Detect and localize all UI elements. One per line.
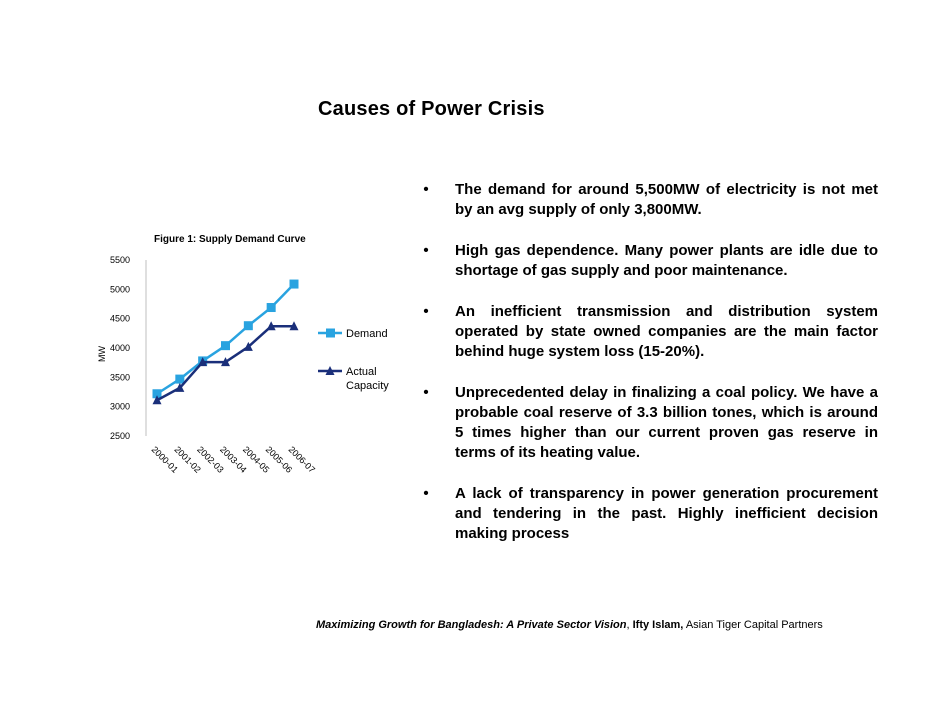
- bullet-item: [420, 180, 878, 220]
- legend-actual-label: [346, 366, 389, 392]
- legend-demand-label: Demand: [346, 328, 388, 340]
- footer-citation: [316, 619, 823, 631]
- y-tick-label: 5000: [110, 284, 131, 295]
- footer-company: Asian Tiger Capital Partners: [685, 619, 823, 631]
- demand-point: [290, 280, 299, 289]
- bullet-list: [420, 180, 878, 565]
- bullet-item: [420, 241, 878, 281]
- y-tick-label: 5500: [110, 255, 131, 265]
- legend-demand-marker: [326, 329, 335, 338]
- y-axis-label: MW: [97, 346, 107, 362]
- demand-point: [267, 303, 276, 312]
- footer-title: Maximizing Growth for Bangladesh: A Private Sector Vision: [316, 619, 627, 631]
- demand-point: [221, 341, 230, 350]
- bullet-marker: •: [423, 303, 429, 320]
- x-tick-label: 2000-01: [149, 444, 181, 475]
- bullet-item: [420, 484, 878, 544]
- footer-author: Ifty Islam,: [632, 619, 684, 631]
- y-tick-label: 3000: [110, 401, 131, 412]
- y-tick-label: 2500: [110, 431, 131, 441]
- x-tick-label: 2002-03: [195, 444, 226, 475]
- x-tick-label: 2004-05: [240, 444, 272, 475]
- bullet-item: [420, 383, 878, 463]
- y-tick-label: 4500: [110, 313, 131, 324]
- bullet-text: The demand for around 5,500MW of electricity is not met by an avg supply of only 3,800MW.: [455, 181, 878, 218]
- bullet-marker: •: [423, 384, 429, 401]
- bullet-marker: •: [423, 485, 429, 502]
- y-tick-label: 4000: [110, 343, 131, 353]
- footer-sep: ,: [626, 619, 633, 631]
- demand-point: [244, 321, 253, 330]
- supply-demand-chart: [96, 228, 396, 498]
- chart-svg: [96, 228, 396, 498]
- x-tick-label: 2005-06: [263, 444, 295, 475]
- bullet-text: An inefficient transmission and distribution system operated by state owned companies are the main factor behind huge system loss (15-20%).: [455, 303, 878, 360]
- bullet-marker: •: [423, 181, 429, 198]
- x-tick-label: 2006-07: [286, 444, 318, 475]
- x-tick-label: 2001-02: [172, 444, 203, 475]
- demand-point: [175, 375, 184, 384]
- chart-title: Figure 1: Supply Demand Curve: [154, 234, 306, 245]
- y-tick-label: 3500: [110, 372, 131, 383]
- legend-actual-label-line: Actual: [346, 366, 377, 378]
- bullet-text: Unprecedented delay in finalizing a coal policy. We have a probable coal reserve of 3.3 billion tones, which is around 5 times higher than our current proven gas reserve in terms of its heating value.: [455, 384, 878, 461]
- x-tick-label: 2003-04: [218, 444, 249, 475]
- bullet-marker: •: [423, 242, 429, 259]
- bullet-text: A lack of transparency in power generation procurement and tendering in the past. Highly inefficient decision making process: [455, 485, 878, 542]
- bullet-item: [420, 302, 878, 362]
- slide-title: Causes of Power Crisis: [318, 98, 545, 120]
- legend-actual-label-line: Capacity: [346, 380, 389, 392]
- bullet-text: High gas dependence. Many power plants are idle due to shortage of gas supply and poor maintenance.: [455, 242, 878, 279]
